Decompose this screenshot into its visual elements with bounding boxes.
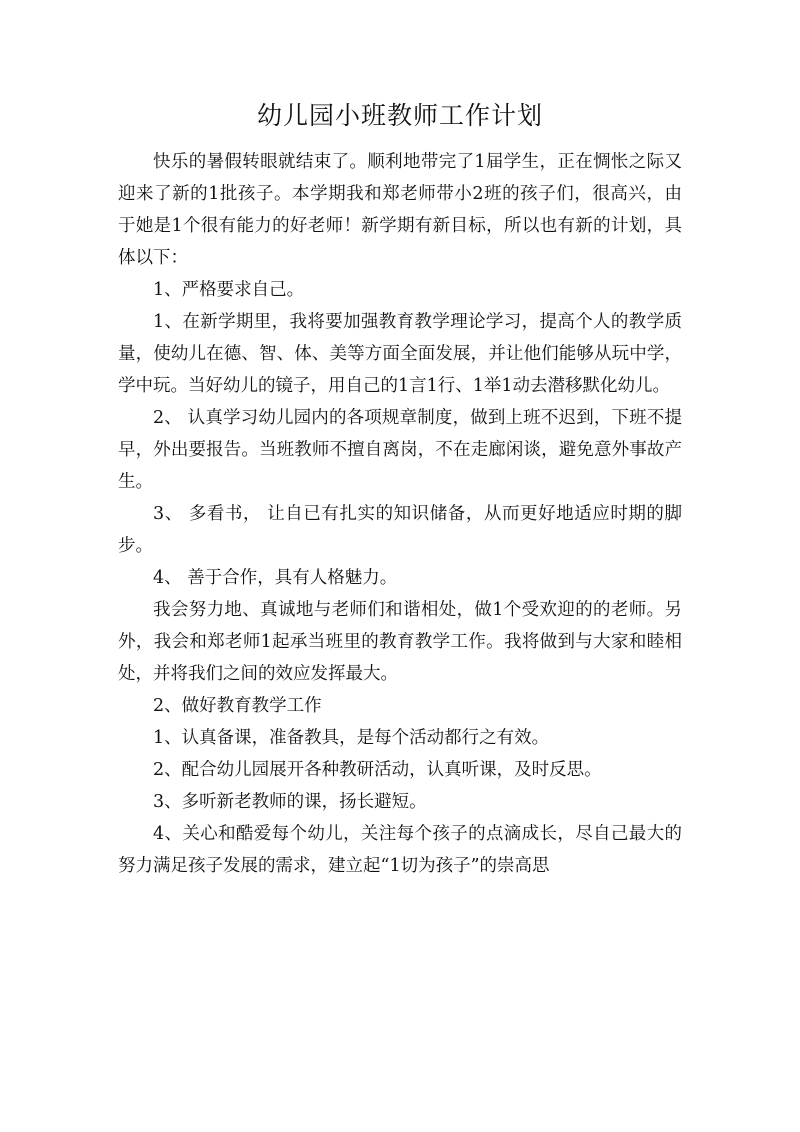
paragraph-heading-1: 1、严格要求自己。	[153, 280, 305, 300]
paragraph-item-2-4: 4、关心和酷爱每个幼儿，关注每个孩子的点滴成长，尽自己最大的努力满足孩子发展的需求，建立起“1切为孩子”的崇高思	[118, 824, 682, 876]
paragraph-intro: 快乐的暑假转眼就结束了。顺利地带完了1届学生，正在惆怅之际又迎来了新的1批孩子。本学期我和郑老师带小2班的孩子们，很高兴，由于她是1个很有能力的好老师！新学期有新目标，所以也有新的计划，具体以下：	[118, 152, 682, 268]
document-title: 幼儿园小班教师工作计划	[256, 101, 543, 130]
document-body	[118, 146, 682, 882]
paragraph-item-1-3: 3、 多看书， 让自已有扎实的知识储备，从而更好地适应时期的脚步。	[118, 504, 682, 556]
paragraph-item-1-4: 4、 善于合作，具有人格魅力。	[153, 568, 398, 588]
paragraph-cooperation: 我会努力地、真诚地与老师们和谐相处，做1个受欢迎的的老师。另外，我会和郑老师1起承当班里的教育教学工作。我将做到与大家和睦相处，并将我们之间的效应发挥最大。	[118, 600, 682, 684]
paragraph-heading-2: 2、做好教育教学工作	[153, 696, 322, 716]
paragraph-item-1-1: 1、在新学期里，我将要加强教育教学理论学习，提高个人的教学质量，使幼儿在德、智、体、美等方面全面发展，并让他们能够从玩中学，学中玩。当好幼儿的镜子，用自己的1言1行、1举1动去潜移默化幼儿。	[118, 312, 682, 396]
paragraph-item-2-2: 2、配合幼儿园展开各种教研活动，认真听课，及时反思。	[153, 760, 602, 780]
paragraph-item-1-2: 2、 认真学习幼儿园内的各项规章制度，做到上班不迟到，下班不提早，外出要报告。当班教师不擅自离岗，不在走廊闲谈，避免意外事故产生。	[118, 408, 682, 492]
paragraph-item-2-3: 3、多听新老教师的课，扬长避短。	[153, 792, 427, 812]
paragraph-item-2-1: 1、认真备课，准备教具，是每个活动都行之有效。	[153, 728, 550, 748]
